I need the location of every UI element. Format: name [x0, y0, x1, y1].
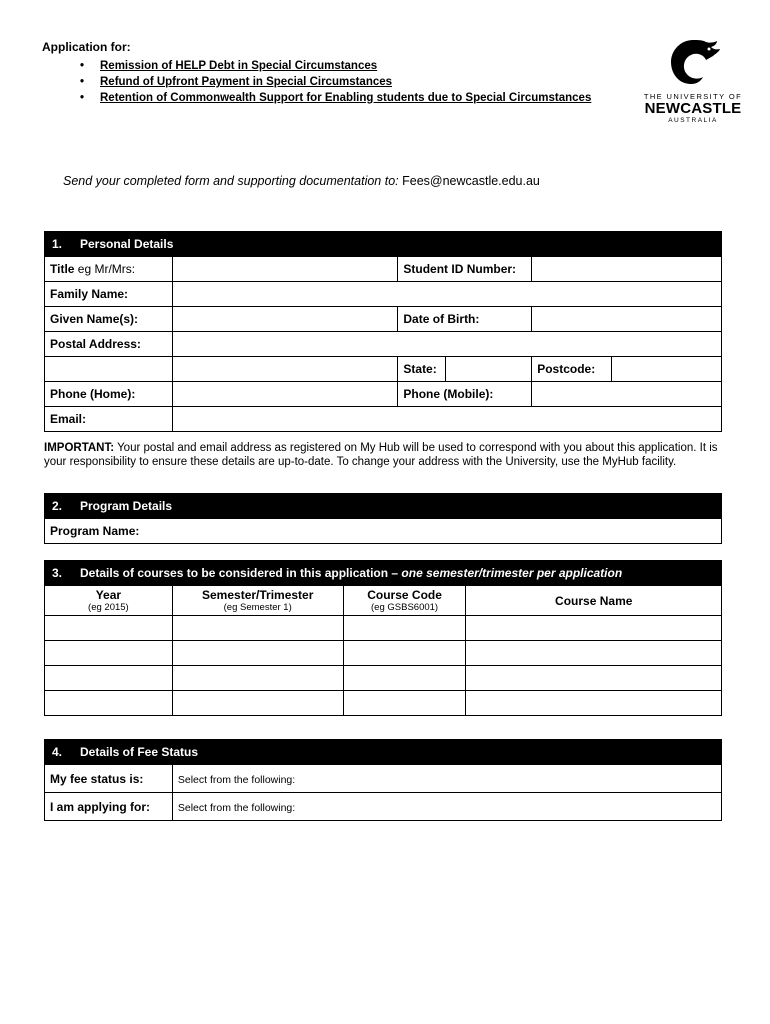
- courses-table: [44, 585, 722, 716]
- applying-for-select[interactable]: Select from the following:: [172, 793, 721, 821]
- course-code-cell[interactable]: [343, 666, 466, 691]
- program-details-table: [44, 518, 722, 544]
- table-row: [45, 616, 722, 641]
- family-name-field[interactable]: [172, 282, 721, 307]
- section-title: Personal Details: [80, 237, 174, 251]
- year-cell[interactable]: [45, 666, 173, 691]
- courses-header-row: [45, 586, 722, 616]
- important-text: Your postal and email address as registered on My Hub will be used to correspond with you about this application. It is your responsibility to ensure these details are up-to-date. To change your address with the University, use the MyHub facility.: [44, 442, 718, 468]
- year-cell[interactable]: [45, 691, 173, 716]
- year-cell[interactable]: [45, 641, 173, 666]
- title-field[interactable]: [172, 257, 398, 282]
- col-course-code-header: Course Code (eg GSBS6001): [343, 586, 466, 616]
- section-number: 4.: [52, 745, 63, 759]
- university-logo: [640, 36, 746, 124]
- section-number: 3.: [52, 566, 63, 580]
- table-row: [45, 307, 722, 332]
- given-names-field[interactable]: [172, 307, 398, 332]
- table-row: [45, 382, 722, 407]
- postal-address-label: Postal Address:: [45, 332, 173, 357]
- fee-status-table: [44, 764, 722, 821]
- important-label: IMPORTANT:: [44, 442, 115, 454]
- table-row: [45, 691, 722, 716]
- application-for-label: Application for:: [42, 40, 131, 54]
- course-name-cell[interactable]: [466, 666, 722, 691]
- section-personal-details-header: [44, 231, 722, 256]
- phone-mobile-field[interactable]: [532, 382, 722, 407]
- table-row: [45, 793, 722, 821]
- application-type-list: [80, 60, 591, 104]
- course-code-cell[interactable]: [343, 616, 466, 641]
- semester-cell[interactable]: [172, 616, 343, 641]
- table-row: [45, 257, 722, 282]
- table-row: [45, 282, 722, 307]
- table-row: [45, 641, 722, 666]
- section-number: 1.: [52, 237, 63, 251]
- col-year-header: Year (eg 2015): [45, 586, 173, 616]
- student-id-field[interactable]: [532, 257, 722, 282]
- family-name-label: Family Name:: [45, 282, 173, 307]
- semester-cell[interactable]: [172, 691, 343, 716]
- postal-address-field[interactable]: [172, 332, 721, 357]
- phone-mobile-label: Phone (Mobile):: [398, 382, 532, 407]
- section-number: 2.: [52, 499, 63, 513]
- fee-status-label: My fee status is:: [45, 765, 173, 793]
- state-field[interactable]: [446, 357, 532, 382]
- program-name-label[interactable]: Program Name:: [45, 519, 722, 544]
- phone-home-label: Phone (Home):: [45, 382, 173, 407]
- title-label: Title eg Mr/Mrs:: [45, 257, 173, 282]
- important-note: [44, 441, 724, 469]
- course-code-cell[interactable]: [343, 691, 466, 716]
- logo-the-university-of: THE UNIVERSITY OF: [643, 92, 743, 101]
- phone-home-field[interactable]: [172, 382, 398, 407]
- dob-label: Date of Birth:: [398, 307, 532, 332]
- postal-address-field-2[interactable]: [45, 357, 173, 382]
- table-row: [45, 765, 722, 793]
- table-row: [45, 332, 722, 357]
- email-field[interactable]: [172, 407, 721, 432]
- dob-field[interactable]: [532, 307, 722, 332]
- state-label: State:: [398, 357, 446, 382]
- section-title: Details of courses to be considered in this application –: [80, 566, 399, 580]
- given-names-label: Given Name(s):: [45, 307, 173, 332]
- table-row: [45, 407, 722, 432]
- course-name-cell[interactable]: [466, 691, 722, 716]
- applying-for-label: I am applying for:: [45, 793, 173, 821]
- personal-details-table: [44, 256, 722, 432]
- table-row: [45, 519, 722, 544]
- course-name-cell[interactable]: [466, 641, 722, 666]
- year-cell[interactable]: [45, 616, 173, 641]
- fee-status-select[interactable]: Select from the following:: [172, 765, 721, 793]
- logo-country: AUSTRALIA: [668, 117, 718, 124]
- email-label: Email:: [45, 407, 173, 432]
- section-courses-header: [44, 560, 722, 585]
- send-text: Send your completed form and supporting documentation to:: [63, 174, 399, 188]
- postal-address-field-3[interactable]: [172, 357, 398, 382]
- course-code-cell[interactable]: [343, 641, 466, 666]
- postcode-label: Postcode:: [532, 357, 612, 382]
- course-name-cell[interactable]: [466, 616, 722, 641]
- postcode-field[interactable]: [612, 357, 722, 382]
- application-type-item: • Remission of HELP Debt in Special Circumstances: [80, 60, 591, 72]
- section-fee-status-header: [44, 739, 722, 764]
- student-id-label: Student ID Number:: [398, 257, 532, 282]
- section-title: Details of Fee Status: [80, 745, 199, 759]
- col-semester-header: Semester/Trimester (eg Semester 1): [172, 586, 343, 616]
- application-type-item: • Retention of Commonwealth Support for Enabling students due to Special Circumstances: [80, 92, 591, 104]
- application-header: [42, 40, 591, 108]
- section-program-details-header: [44, 493, 722, 518]
- semester-cell[interactable]: [172, 666, 343, 691]
- seahorse-crest-icon: [663, 36, 723, 88]
- application-type-item: • Refund of Upfront Payment in Special Circumstances: [80, 76, 591, 88]
- table-row: [45, 666, 722, 691]
- section-title: Program Details: [80, 499, 173, 513]
- semester-cell[interactable]: [172, 641, 343, 666]
- fees-email-link[interactable]: Fees@newcastle.edu.au: [402, 174, 540, 188]
- section-title-italic: one semester/trimester per application: [401, 566, 623, 580]
- table-row: [45, 357, 722, 382]
- col-course-name-header: Course Name: [466, 586, 722, 616]
- logo-university-name: NEWCASTLE: [644, 100, 742, 117]
- send-instructions: [63, 174, 540, 188]
